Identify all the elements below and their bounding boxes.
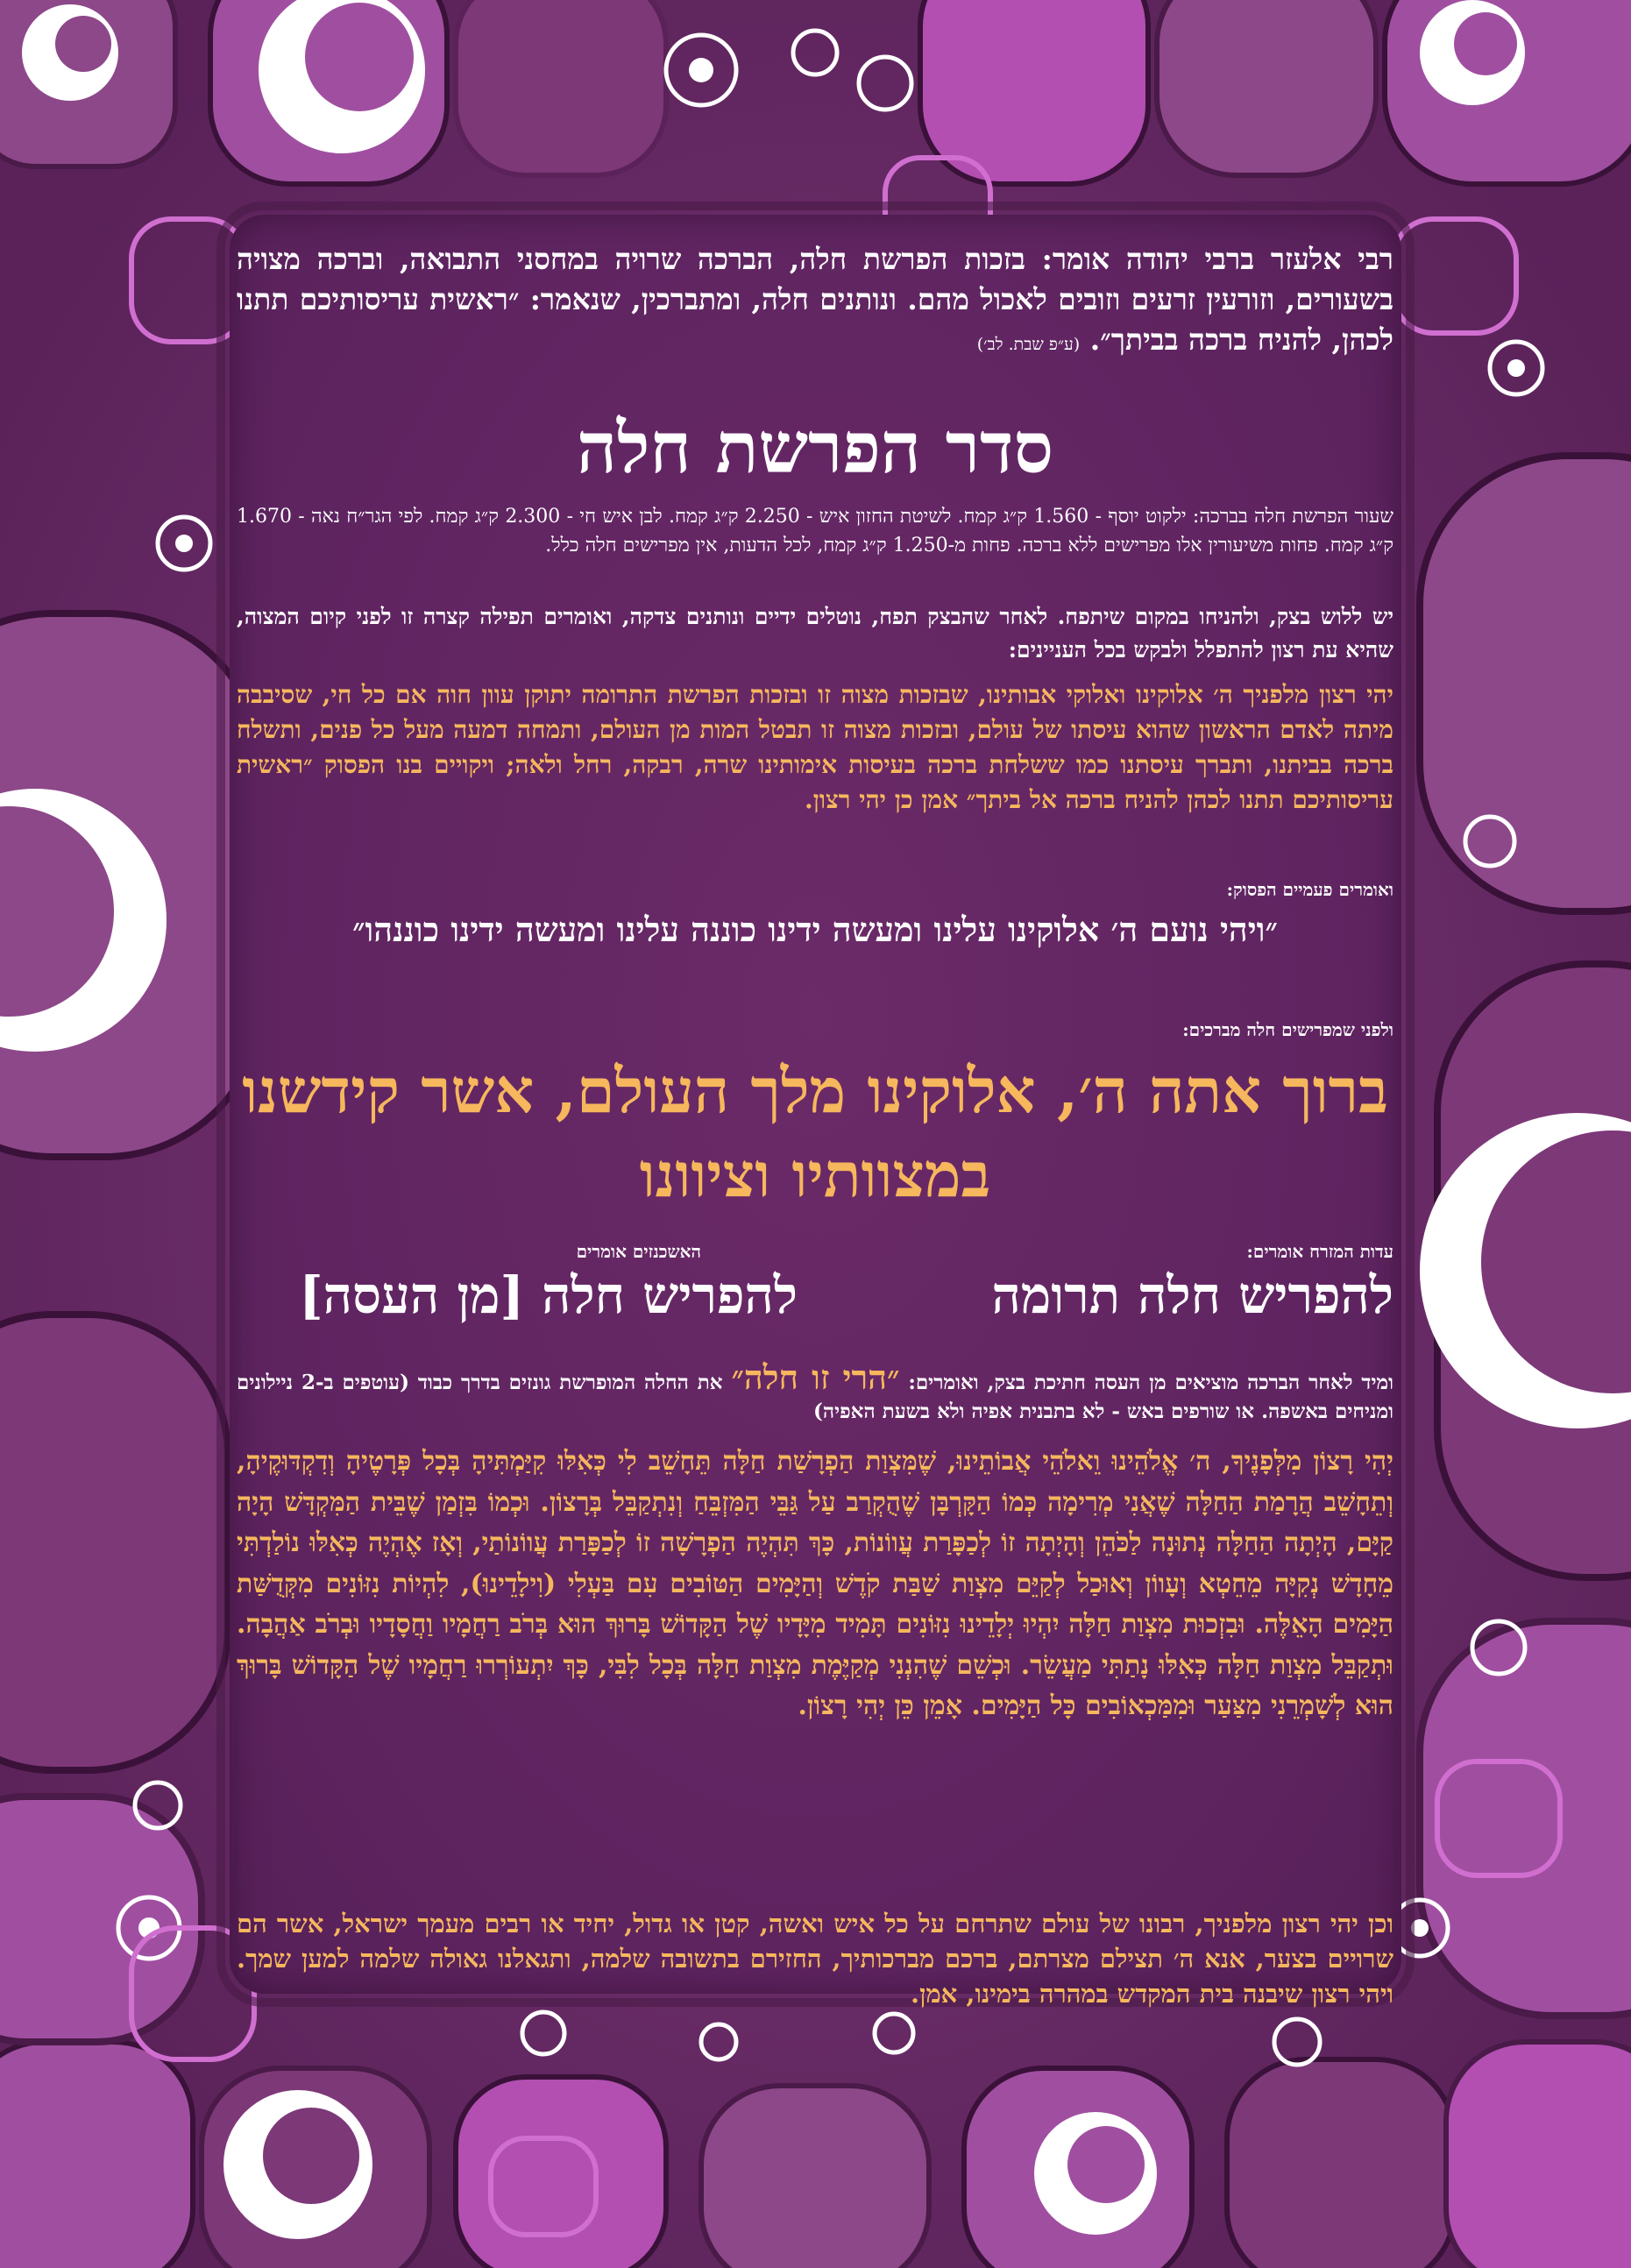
after-text-1: ומיד לאחר הברכה מוציאים מן העסה חתיכת בצק, ואומרים: [908,1371,1394,1394]
verse: ״ויהי נועם ה׳ אלוקינו עלינו ומעשה ידינו כוננה עלינו ומעשה ידינו כוננהו״ [352,910,1278,949]
prayer-after-separation: יְהִי רָצוֹן מִלְּפָנֶיךָ, ה׳ אֱלֹהֵינוּ וֵאלֹהֵי אֲבוֹתֵינוּ, שֶׁמִּצְוַת הַפְרָשַׁת חַלָּה תֵּחָשֵׁב לִי כְּאִלּוּ קִיַּמְתִּיהָ בְּכָל פְּרָטֶיהָ וְדִקְדּוּקֶיהָ, וְתֵחָשֵׁב הֲרָמַת הַחַלָּה שֶׁאֲנִי מְרִימָה כְּמוֹ הַקָּרְבָּן שֶׁהֻקְרַב עַל גַּבֵּי הַמִּזְבֵּחַ וְנִתְקַבֵּל בְּרָצוֹן. וּכְמוֹ בִּזְמַן שֶׁבֵּית הַמִּקְדָּשׁ הָיָה קַיָּם, הָיְתָה הַחַלָּה נְתוּנָה לַכֹּהֵן וְהָיְתָה זוֹ לְכַפָּרַת עֲווֹנוֹת, כָּךְ תִּהְיֶה הַפְרָשָׁה זוֹ לְכַפָּרַת עֲווֹנוֹתַי, וְאָז אֶהְיֶה כְּאִלּוּ נוֹלַדְתִּי מֵחָדָשׁ נְקִיָּה מֵחֵטְא וְעָווֹן וְאוּכַל לְקַיֵּם מִצְוַת שַׁבַּת קֹדֶשׁ וְהַיָּמִים הַטּוֹבִים עִם בַּעְלִי (וִילָדֵינוּ), לִהְיוֹת נִזּוֹנִים מִקְּדֻשַּׁת הַיָּמִים הָאֵלֶּה. וּבִזְכוּת מִצְוַת חַלָּה יִהְיוּ יְלָדֵינוּ נִזּוֹנִים תָּמִיד מִיָּדָיו שֶׁל הַקָּדוֹשׁ בָּרוּךְ הוּא בְּרֹב רַחֲמָיו וַחֲסָדָיו וּבְרֹב אַהֲבָה. וּתְקַבֵּל מִצְוַת חַלָּה כְּאִלּוּ נָתַתִּי מַעֲשֵׂר. וּכְשֵׁם שֶׁהִנְנִי מְקַיֶּמֶת מִצְוַת חַלָּה בְּכָל לִבִּי, כָּךְ יִתְעוֹרְרוּ רַחֲמָיו שֶׁל הַקָּדוֹשׁ בָּרוּךְ הוּא לְשָׁמְרֵנִי מִצַּעַר וּמִמַּכְאוֹבִים כָּל הַיָּמִים. אָמֵן כֵּן יְהִי רָצוֹן. [237,1446,1393,1721]
harei-zo-challah-quote: ״הרי זו חלה״ [731,1357,900,1397]
bracha-label: ולפני שמפרישים חלה מברכים: [1182,1019,1393,1040]
custom-columns [237,1238,1393,1343]
edot-hamizrach-column [833,1238,1393,1326]
flour-measures: שעור הפרשת חלה בברכה: ילקוט יוסף - 1.560 ק״ג קמח. לשיטת החזון איש - 2.250 ק״ג קמח. לבן איש חי - 2.300 ק״ג קמח. לפי הגר״ח נאה - 1.670 ק״ג קמח. פחות משיעורין אלו מפרישים ללא ברכה. פחות מ-1.250 ק״ג קמח, לכל הדעות, אין מפרישים חלה כלל. [237,506,1393,556]
intro-citation: (ע״פ שבת. לב׳) [976,335,1081,354]
challah-prayer-document [237,232,1394,2009]
intro-text: רבי אלעזר ברבי יהודה אומר: בזכות הפרשת חלה, הברכה שרויה במחסני התבואה, וברכה מצויה בשעורים, וזורעין זרעים וזובים לאכול מהם. ונותנים חלה, ומתברכין, שנאמר: ״ראשית עריסותיכם תתנו לכהן, להניח ברכה בביתך״. [237,242,1393,357]
edot-label: עדות המזרח אומרים: [1246,1241,1393,1262]
after-bracha-instructions [237,1357,1394,1426]
after-text-2: את החלה המופרשת גונזים בדרך כבוד (עוטפים ב-2 ניילונים ומניחים באשפה. או שורפים באש - לא בתבנית אפיה ולא בשעת האפיה) [237,1371,1393,1423]
prayer-for-all-israel: וכן יהי רצון מלפניך, רבונו של עולם שתרחם על כל איש ואשה, קטן או גדול, יחיד או רבים מעמך ישראל, אשר הם שרויים בצער, אנא ה׳ תצילם מצרתם, ברכם מברכותיך, החזירם בתשובה שלמה, ותגאלנו גאולה שלמה למען שמך. ויהי רצון שיבנה בית המקדש במהרה בימינו, אמן. [237,1909,1393,2009]
instructions: יש ללוש בצק, ולהניחו במקום שיתפח. לאחר שהבצק תפח, נוטלים ידיים ונותנים צדקה, ואומרים תפילה קצרה זו לפני קיום המצוה, שהיא עת רצון להתפלל ולבקש בכל העניינים: [237,604,1393,663]
bracha-blessing: ברוך אתה ה׳, אלוקינו מלך העולם, אשר קידשנו במצוותיו וציוונו [242,1054,1388,1211]
prayer-before-mitzvah: יהי רצון מלפניך ה׳ אלוקינו ואלוקי אבותינו, שבזכות מצוה זו ובזכות הפרשת התרומה יתוקן עוון חוה אם כל חי, שסיבבה מיתה לאדם הראשון שהוא עיסתו של עולם, ובזכות מצוה זו תבטל המות מן העולם, ותמחה דמעה מעל כל פנים, ותשלח ברכה בביתנו, ותברך עיסתנו כמו ששלחת ברכה בעיסות אימותינו שרה, רבקה, רחל ולאה; ויקויים בנו הפסוק ״ראשית עריסותיכם תתנו לכהן להניח ברכה אל ביתך״ אמן כן יהי רצון. [237,680,1393,814]
edot-text: להפריש חלה תרומה [991,1265,1393,1325]
ashkenazi-column [237,1238,798,1326]
page-title: סדר הפרשת חלה [576,407,1054,489]
ashkenazi-label: האשכנזים אומרים [576,1241,701,1262]
verse-label: ואומרים פעמיים הפסוק: [1226,879,1393,900]
ashkenazi-text: להפריש חלה [מן העסה] [299,1265,798,1325]
intro-quote [237,239,1393,365]
